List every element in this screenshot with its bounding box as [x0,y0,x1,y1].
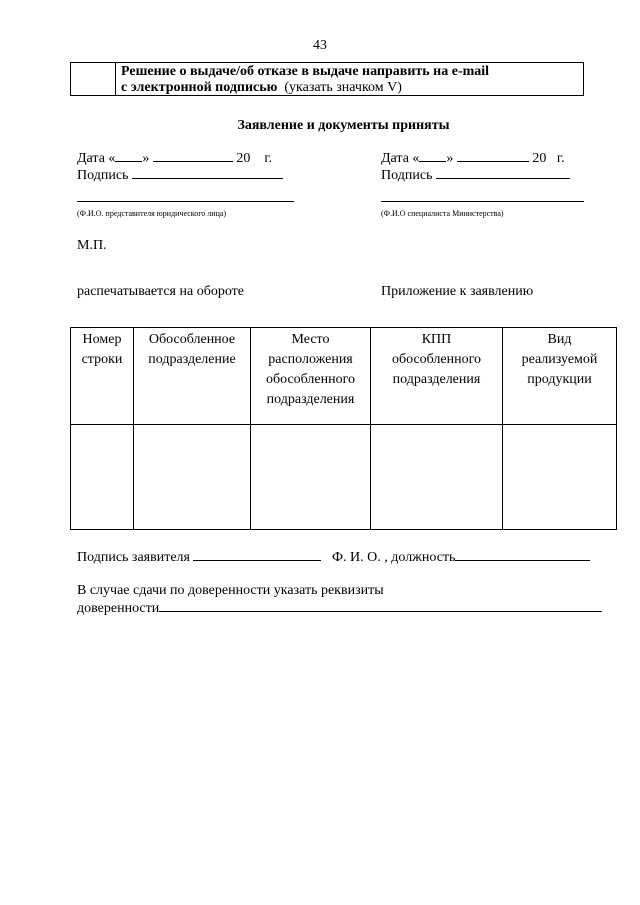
table-cell[interactable] [371,425,503,530]
right-date-prefix: Дата « [381,151,420,166]
left-name-line[interactable] [77,201,294,202]
header-kpp: КПП обособленного подразделения [371,328,503,425]
appendix-label: Приложение к заявлению [381,284,534,299]
left-year-suffix: г. [264,151,273,166]
left-date-quote: » [142,151,150,166]
applicant-signature-line [77,548,590,566]
section-heading: Заявление и документы приняты [237,118,450,133]
right-year-suffix: г. [556,151,565,166]
delivery-method-line2 [121,80,489,96]
table-cell[interactable] [71,425,134,530]
table-header-row [71,328,617,425]
printed-on-back-note: распечатывается на обороте [77,284,244,299]
table-cell[interactable] [251,425,371,530]
table-cell[interactable] [134,425,251,530]
left-month-field[interactable] [153,149,233,162]
left-date-line [77,149,272,167]
right-year: 20 [532,151,547,166]
header-row-number: Номер строки [71,328,134,425]
header-subdivision: Обособленное подразделение [134,328,251,425]
seal-label: М.П. [77,238,107,253]
header-location: Место расположения обособленного подразделения [251,328,371,425]
left-signature-field[interactable] [132,166,283,179]
left-signature-label: Подпись [77,168,129,183]
left-signature-line [77,166,283,184]
fio-position-label: Ф. И. О. , должность [331,550,456,565]
left-year: 20 [236,151,251,166]
table-row [71,425,617,530]
left-caption: (Ф.И.О. представителя юридического лица) [77,209,227,218]
fio-position-field[interactable] [455,548,590,561]
subdivision-table [70,327,617,530]
applicant-signature-field[interactable] [193,548,321,561]
proxy-note: В случае сдачи по доверенности указать реквизиты [77,583,384,598]
right-signature-field[interactable] [436,166,570,179]
right-month-field[interactable] [457,149,529,162]
delivery-method-line1: Решение о выдаче/об отказе в выдаче направить на e-mail [121,64,490,79]
right-day-field[interactable] [419,149,446,162]
proxy-line [77,599,602,617]
proxy-details-field[interactable] [159,599,602,612]
header-product-type: Вид реализуемой продукции [503,328,617,425]
page-number: 43 [313,38,327,53]
delivery-method-line2-bold: с электронной подписью [121,80,278,95]
right-signature-label: Подпись [381,168,433,183]
right-signature-line [381,166,570,184]
right-name-line[interactable] [381,201,584,202]
left-date-prefix: Дата « [77,151,116,166]
checkbox-cell[interactable] [71,63,116,95]
applicant-signature-label: Подпись заявителя [77,550,190,565]
proxy-label: доверенности [77,601,160,616]
left-day-field[interactable] [115,149,142,162]
right-date-quote: » [446,151,454,166]
right-date-line [381,149,565,167]
delivery-method-text [121,64,489,96]
delivery-method-box [70,62,584,96]
table-cell[interactable] [503,425,617,530]
right-caption: (Ф.И.О специалиста Министерства) [381,209,504,218]
delivery-method-line2-rest: (указать значком V) [284,80,402,95]
